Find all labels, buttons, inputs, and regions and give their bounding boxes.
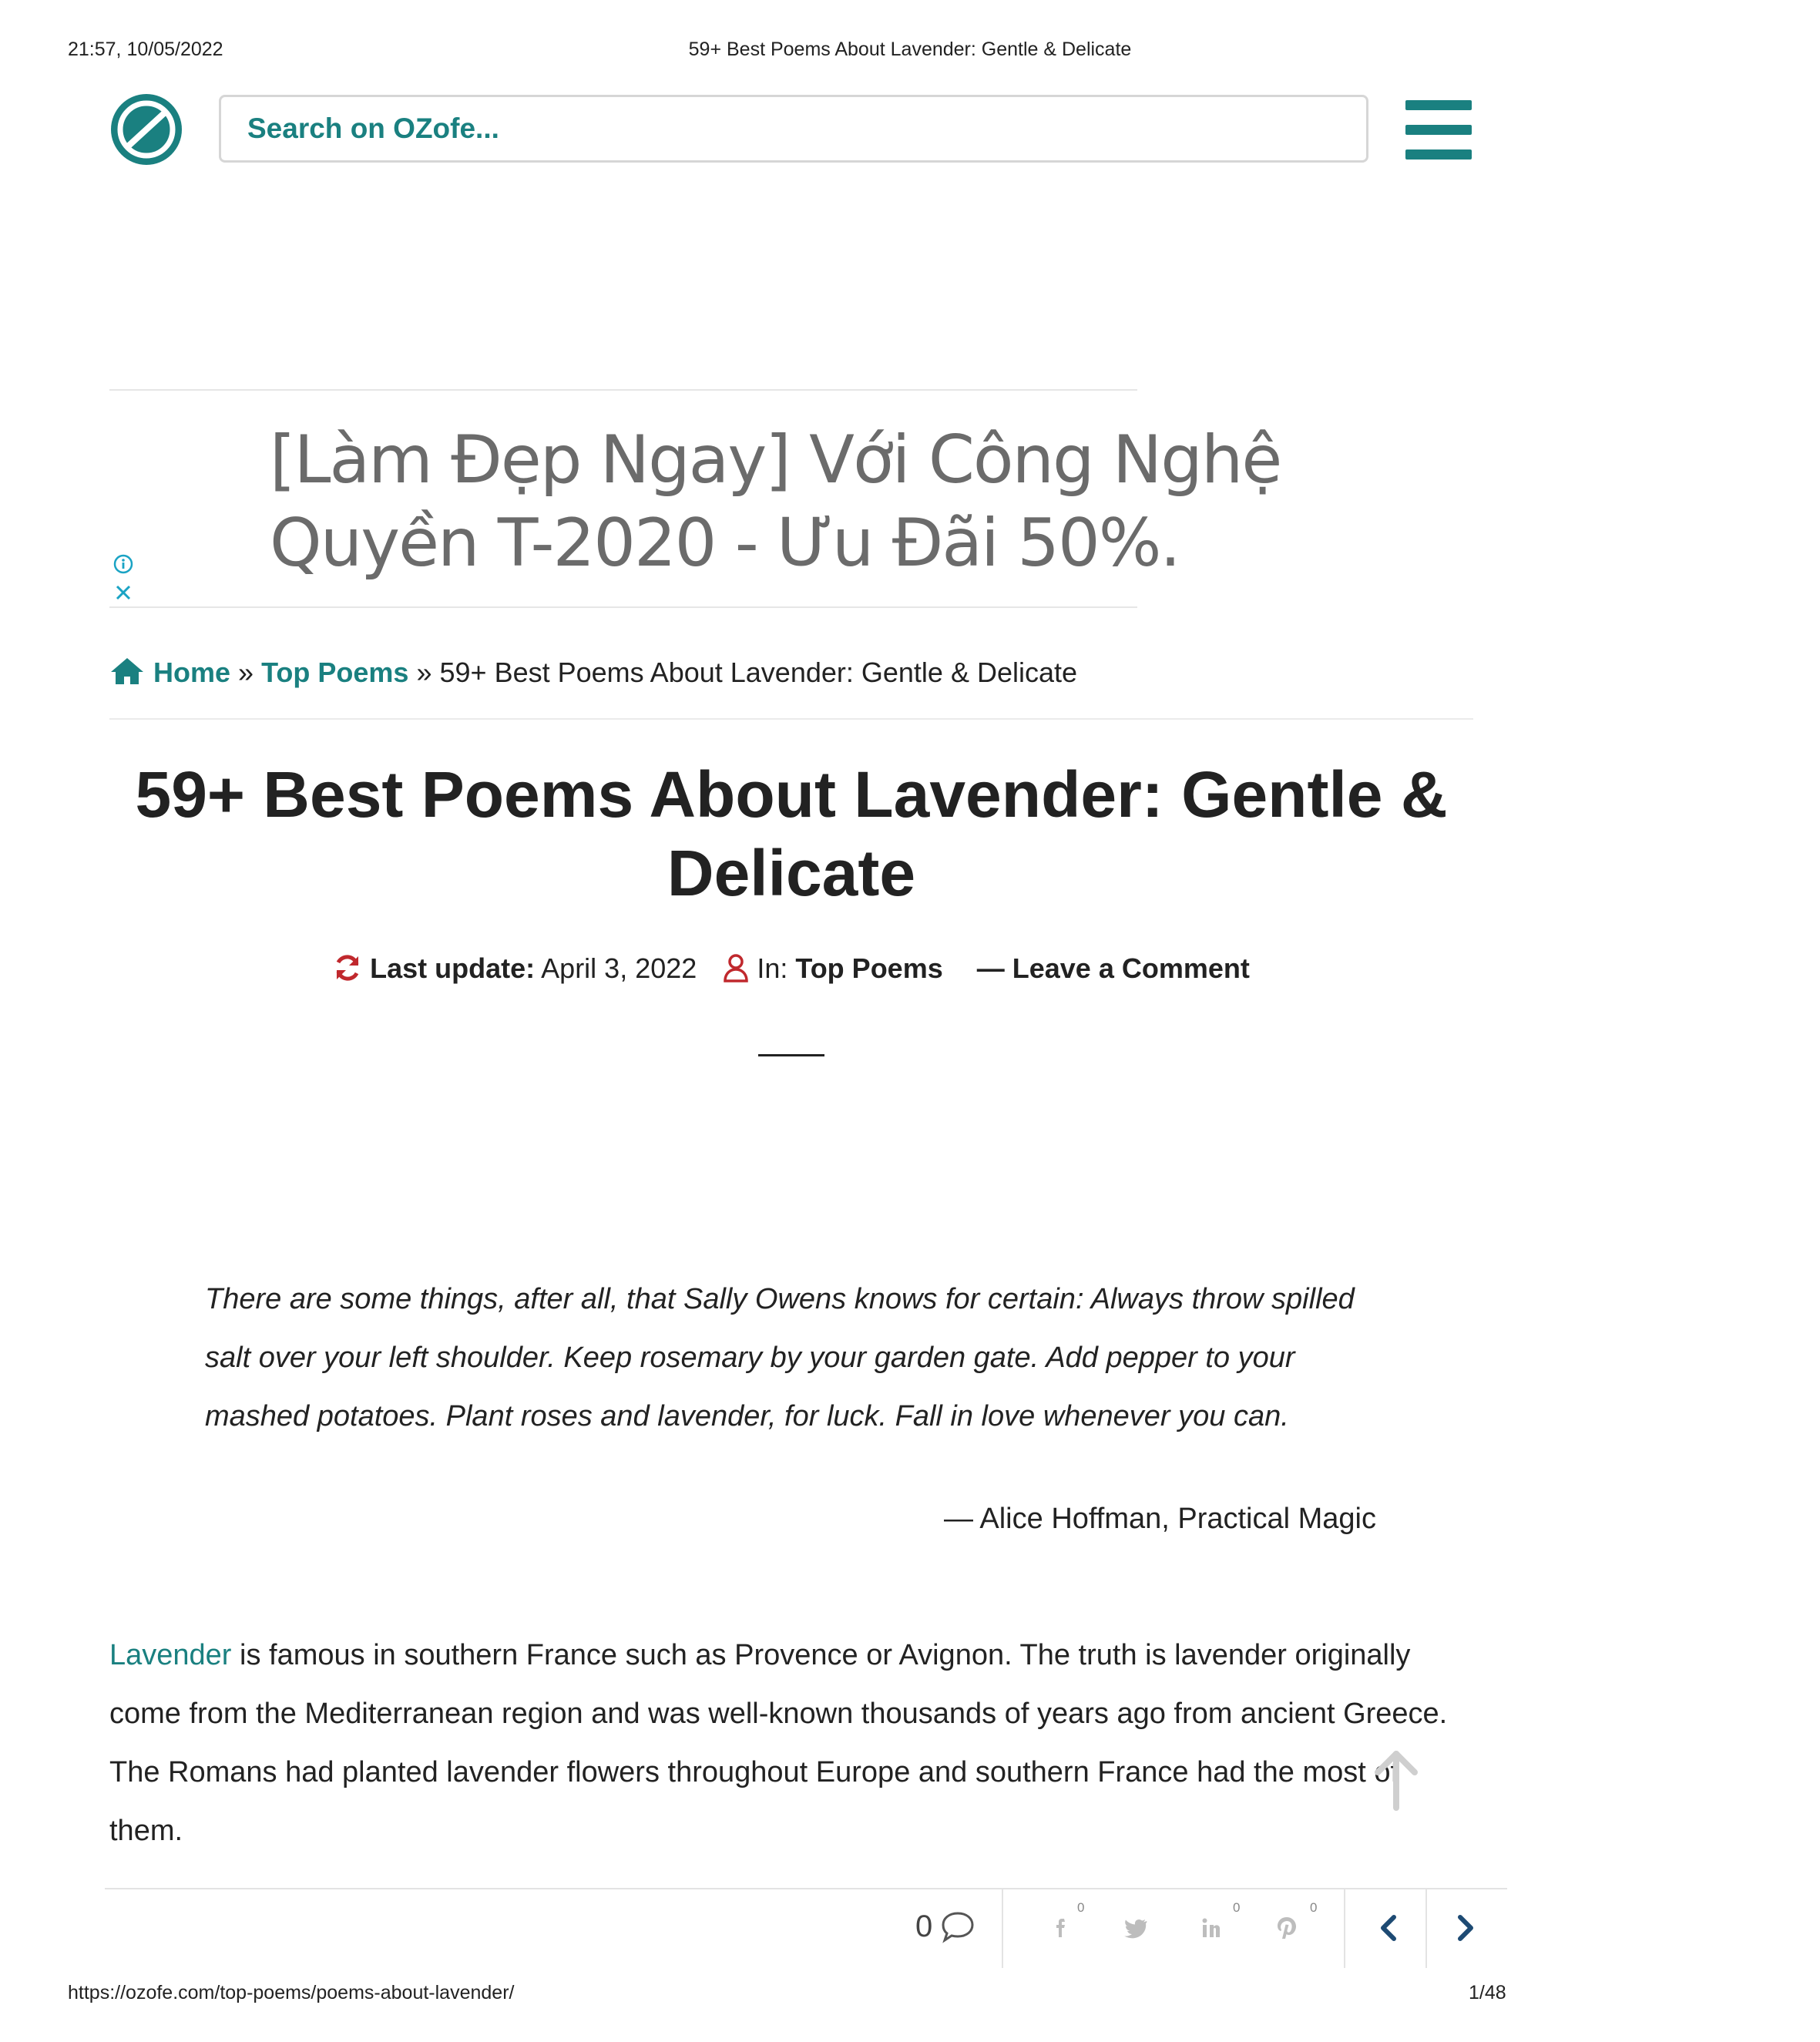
breadcrumb [109, 653, 1473, 720]
hamburger-bar [1405, 149, 1472, 160]
print-datetime: 21:57, 10/05/2022 [68, 39, 223, 60]
title-divider [758, 1054, 824, 1056]
linkedin-icon[interactable] [1196, 1913, 1227, 1943]
print-doc-title: 59+ Best Poems About Lavender: Gentle & Delicate [688, 39, 1132, 60]
share-separator [1425, 1889, 1427, 1968]
last-update-label: Last update: [370, 952, 536, 984]
breadcrumb-separator: » [238, 657, 254, 688]
home-icon [109, 657, 145, 686]
twitter-icon[interactable] [1120, 1913, 1151, 1943]
facebook-count: 0 [1077, 1900, 1085, 1915]
ad-headline-line2: Quyền T-2020 - Ưu Đãi 50%. [270, 505, 1180, 582]
hamburger-bar [1405, 100, 1472, 110]
breadcrumb-category-link[interactable]: Top Poems [261, 657, 409, 688]
comment-icon[interactable] [940, 1909, 975, 1945]
comments-count: 0 [915, 1909, 933, 1943]
menu-button[interactable] [1405, 100, 1472, 160]
print-url: https://ozofe.com/top-poems/poems-about-lavender/ [68, 1982, 515, 2003]
intro-paragraph-text: is famous in southern France such as Provence or Avignon. The truth is lavender originally come from the Mediterranean region and was well-known thousands of years ago from ancient Greece. The Romans had planted lavender flowers throughout Europe and southern France had the most of them. [109, 1639, 1448, 1847]
back-to-top-icon[interactable] [1373, 1749, 1419, 1811]
ad-banner[interactable] [109, 389, 1281, 608]
reddit-count: 0 [1310, 1900, 1318, 1915]
blockquote: There are some things, after all, that Sally Owens knows for certain: Always throw spilled salt over your left shoulder. Keep rosemary by your garden gate. Add pepper to your mashed potatoes. Plant roses and lavender, for luck. Fall in love whenever you can. [205, 1283, 1355, 1432]
facebook-icon[interactable] [1046, 1913, 1077, 1943]
last-update-date: April 3, 2022 [541, 952, 697, 984]
prev-post-button[interactable] [1373, 1911, 1404, 1945]
share-separator [1344, 1889, 1345, 1968]
pinterest-count: 0 [1233, 1900, 1241, 1915]
ad-info-icon[interactable] [113, 554, 133, 574]
ad-close-icon[interactable] [114, 583, 133, 602]
print-page-number: 1/48 [1469, 1982, 1506, 2003]
intro-paragraph [109, 1626, 1473, 1860]
ad-headline-line1: [Làm Đẹp Ngay] Với Công Nghệ [270, 421, 1281, 499]
share-separator [1002, 1889, 1003, 1968]
next-post-button[interactable] [1450, 1911, 1481, 1945]
breadcrumb-home-link[interactable]: Home [153, 657, 231, 688]
lavender-link[interactable]: Lavender [109, 1639, 232, 1671]
in-label: In: [757, 952, 788, 984]
post-meta [109, 952, 1473, 985]
refresh-icon [333, 953, 362, 982]
breadcrumb-current: 59+ Best Poems About Lavender: Gentle & Delicate [439, 657, 1078, 688]
site-logo[interactable] [109, 92, 183, 166]
hamburger-bar [1405, 125, 1472, 135]
pinterest-icon[interactable] [1271, 1913, 1302, 1943]
page-title: 59+ Best Poems About Lavender: Gentle & Delicate [135, 758, 1448, 909]
leave-comment-link[interactable]: — Leave a Comment [976, 952, 1250, 984]
quote-attribution: — Alice Hoffman, Practical Magic [943, 1503, 1376, 1535]
breadcrumb-separator: » [416, 657, 432, 688]
user-icon [723, 953, 749, 982]
meta-category-link[interactable]: Top Poems [795, 952, 943, 984]
share-bar [105, 1888, 1507, 1968]
search-input[interactable] [219, 95, 1368, 163]
